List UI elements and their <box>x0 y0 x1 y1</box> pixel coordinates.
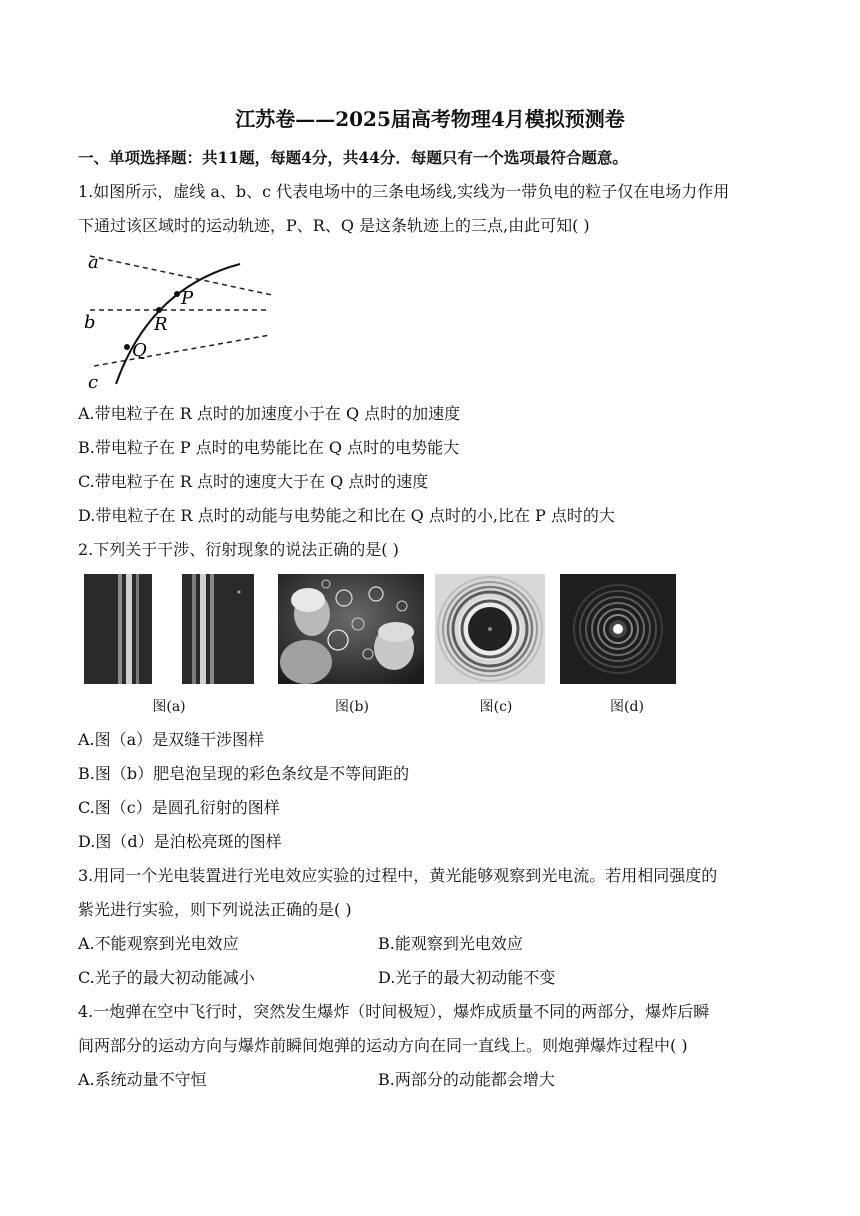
q2-stem: 2.下列关于干涉、衍射现象的说法正确的是( ) <box>78 540 399 559</box>
q3-stem-line2: 紫光进行实验，则下列说法正确的是( ) <box>78 900 352 919</box>
q1-option-c: C.带电粒子在 R 点时的速度大于在 Q 点时的速度 <box>78 472 429 491</box>
figure-b-soap-bubble-photo <box>278 574 424 684</box>
q3-option-d: D.光子的最大初动能不变 <box>378 968 556 987</box>
q1-option-a: A.带电粒子在 R 点时的加速度小于在 Q 点时的加速度 <box>78 404 461 423</box>
q4-stem-line2: 间两部分的运动方向与爆炸前瞬间炮弹的运动方向在同一直线上。则炮弹爆炸过程中( ) <box>78 1036 688 1055</box>
caption-b: 图(b) <box>335 699 369 715</box>
q1-stem-line1: 1.如图所示，虚线 a、b、c 代表电场中的三条电场线,实线为一带负电的粒子仅在电场力作用 <box>78 182 730 201</box>
label-b: b <box>84 312 96 333</box>
q4-option-a: A.系统动量不守恒 <box>78 1070 207 1089</box>
q2-option-c: C.图（c）是圆孔衍射的图样 <box>78 798 280 817</box>
figure-a-double-slit-image <box>84 574 254 684</box>
q2-option-b: B.图（b）肥皂泡呈现的彩色条纹是不等间距的 <box>78 764 410 783</box>
caption-a: 图(a) <box>152 699 186 715</box>
label-Q: Q <box>132 340 147 361</box>
label-P: P <box>181 288 194 309</box>
q1-field-lines-figure <box>80 248 280 396</box>
label-a: a <box>88 252 99 273</box>
figure-c-ring-pattern <box>435 574 545 684</box>
q3-option-b: B.能观察到光电效应 <box>378 934 523 953</box>
point-R <box>156 307 162 313</box>
q3-option-c: C.光子的最大初动能减小 <box>78 968 255 987</box>
q2-option-a: A.图（a）是双缝干涉图样 <box>78 730 265 749</box>
section-heading: 一、单项选择题：共11题，每题4分，共44分．每题只有一个选项最符合题意。 <box>78 148 628 167</box>
figure-d-poisson-spot <box>560 574 676 684</box>
trajectory-curve <box>116 264 240 384</box>
q3-stem-line1: 3.用同一个光电装置进行光电效应实验的过程中，黄光能够观察到光电流。若用相同强度的 <box>78 866 718 885</box>
q4-stem-line1: 4.一炮弹在空中飞行时，突然发生爆炸（时间极短），爆炸成质量不同的两部分，爆炸后瞬 <box>78 1002 710 1021</box>
page-title: 江苏卷——2025届高考物理4月模拟预测卷 <box>235 107 625 131</box>
q1-option-b: B.带电粒子在 P 点时的电势能比在 Q 点时的电势能大 <box>78 438 460 457</box>
caption-c: 图(c) <box>479 699 513 715</box>
point-P <box>174 291 180 297</box>
q2-option-d: D.图（d）是泊松亮斑的图样 <box>78 832 282 851</box>
q1-option-d: D.带电粒子在 R 点时的动能与电势能之和比在 Q 点时的小,比在 P 点时的大 <box>78 506 615 525</box>
point-Q <box>124 344 130 350</box>
q3-option-a: A.不能观察到光电效应 <box>78 934 239 953</box>
label-c: c <box>88 372 99 393</box>
q4-option-b: B.两部分的动能都会增大 <box>378 1070 555 1089</box>
caption-d: 图(d) <box>610 699 644 715</box>
q1-stem-line2: 下通过该区域时的运动轨迹，P、R、Q 是这条轨迹上的三点,由此可知( ) <box>78 216 590 235</box>
label-R: R <box>154 314 168 335</box>
field-line-c <box>94 335 270 366</box>
